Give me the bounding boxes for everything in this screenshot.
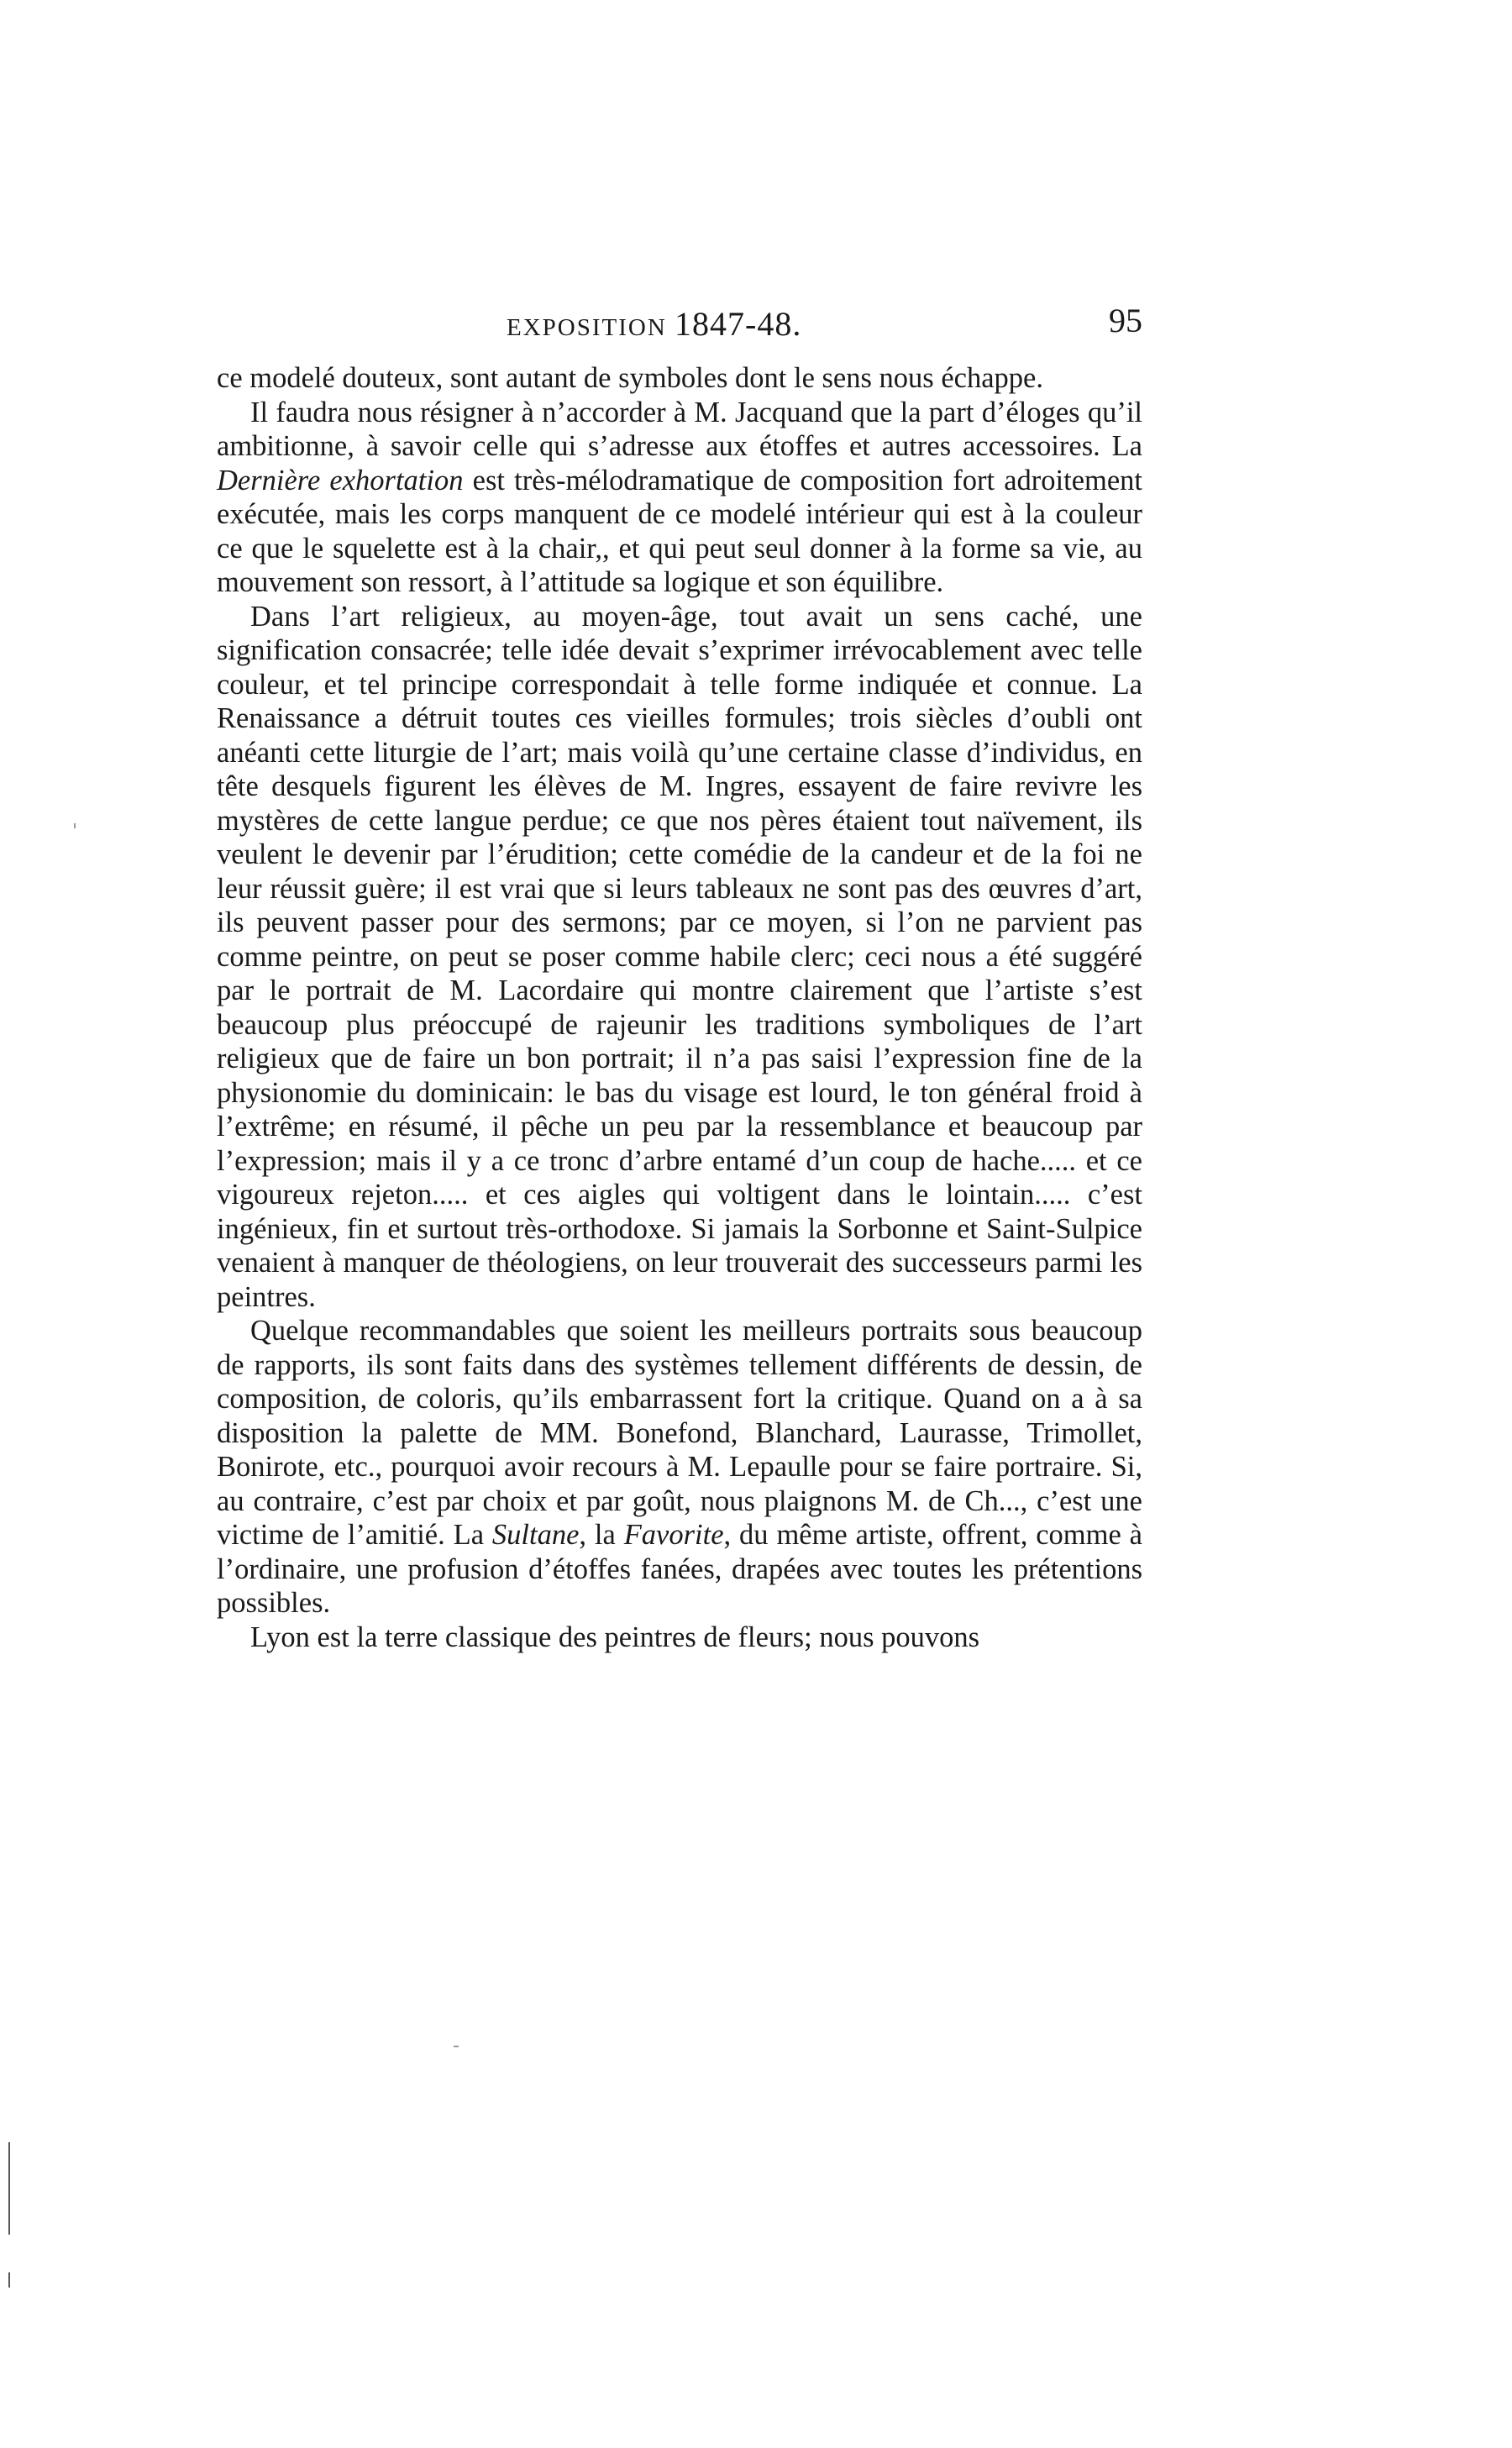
artwork-title: Favorite	[623, 1519, 724, 1551]
paragraph-text: est très-mélodramatique de composition fort adroitement exécutée, mais les corps manquent de ce modelé intérieur qui est à la couleur ce que le squelette est à la chair,, et qui peut seul donner à la forme sa vie, au mouvement son ressort, à l’attitude sa logique et son équilibre.	[217, 464, 1142, 598]
page-header	[217, 304, 1142, 346]
body-text	[217, 361, 1142, 1654]
scan-speck	[74, 823, 76, 828]
running-title	[507, 304, 801, 344]
scan-margin-mark	[8, 2272, 10, 2288]
paragraph: ce modelé douteux, sont autant de symboles dont le sens nous échappe.	[217, 362, 1043, 394]
paragraph-text: Quelque recommandables que soient les meilleurs portraits sous beaucoup de rapports, ils sont faits dans des systèmes tellement différents de dessin, de composition, de coloris, qu’ils embarrassent fort la critique. Quand on a à sa disposition la palette de MM. Bonefond, Blanchard, Laurasse, Trimollet, Bonirote, etc., pourquoi avoir recours à M. Lepaulle pour se faire portraire. Si, au contraire, c’est par choix et par goût, nous plaignons M. de Ch..., c’est une victime de l’amitié. La	[217, 1315, 1142, 1551]
paragraph: Lyon est la terre classique des peintres de fleurs; nous pouvons	[250, 1621, 980, 1653]
page-number: 95	[1109, 302, 1142, 339]
running-title-year: 1847-48.	[675, 305, 802, 343]
artwork-title: Dernière exhortation	[217, 464, 464, 496]
paragraph: Dans l’art religieux, au moyen-âge, tout avait un sens caché, une signification consacrée; telle idée devait s’exprimer irrévocablement avec telle couleur, et tel principe correspondait à telle forme indiquée et connue. La Renaissance a détruit toutes ces vieilles formules; trois siècles d’oubli ont anéanti cette liturgie de l’art; mais voilà qu’une certaine classe d’individus, en tête desquels figurent les élèves de M. Ingres, essayent de faire revivre les mystères de cette langue perdue; ce que nos pères étaient tout naïvement, ils veulent le devenir par l’érudition; cette comédie de la candeur et de la foi ne leur réussit guère; il est vrai que si leurs tableaux ne sont pas des œuvres d’art, ils peuvent passer pour des sermons; par ce moyen, si l’on ne parvient pas comme peintre, on peut se poser comme habile clerc; ceci nous a été suggéré par le portrait de M. Lacordaire qui montre clairement que l’artiste s’est beaucoup plus préoccupé de rajeunir les traditions symboliques de l’art religieux que de faire un bon portrait; il n’a pas saisi l’expression fine de la physionomie du dominicain: le bas du visage est lourd, le ton général froid à l’extrême; en résumé, il pêche un peu par la ressemblance et beaucoup par l’expression; mais il y a ce tronc d’arbre entamé d’un coup de hache..... et ce vigoureux rejeton..... et ces aigles qui voltigent dans le lointain..... c’est ingénieux, fin et surtout très-orthodoxe. Si jamais la Sorbonne et Saint-Sulpice venaient à manquer de théologiens, on leur trouverait des successeurs parmi les peintres.	[217, 600, 1142, 1313]
paragraph-text: Il faudra nous résigner à n’accorder à M. Jacquand que la part d’éloges qu’il ambitionne, à savoir celle qui s’adresse aux étoffes et autres accessoires. La	[217, 396, 1142, 462]
scan-speck	[454, 2046, 459, 2047]
paragraph-text: , du même artiste, offrent, comme à l’ordinaire, une profusion d’étoffes fanées, drapées avec toutes les prétentions possibles.	[217, 1519, 1142, 1619]
running-title-text: EXPOSITION	[507, 314, 675, 341]
scan-margin-mark	[8, 2142, 10, 2235]
paragraph	[217, 396, 1142, 600]
paragraph-text: , la	[579, 1519, 624, 1551]
artwork-title: Sultane	[491, 1519, 580, 1551]
paragraph	[217, 1314, 1142, 1621]
